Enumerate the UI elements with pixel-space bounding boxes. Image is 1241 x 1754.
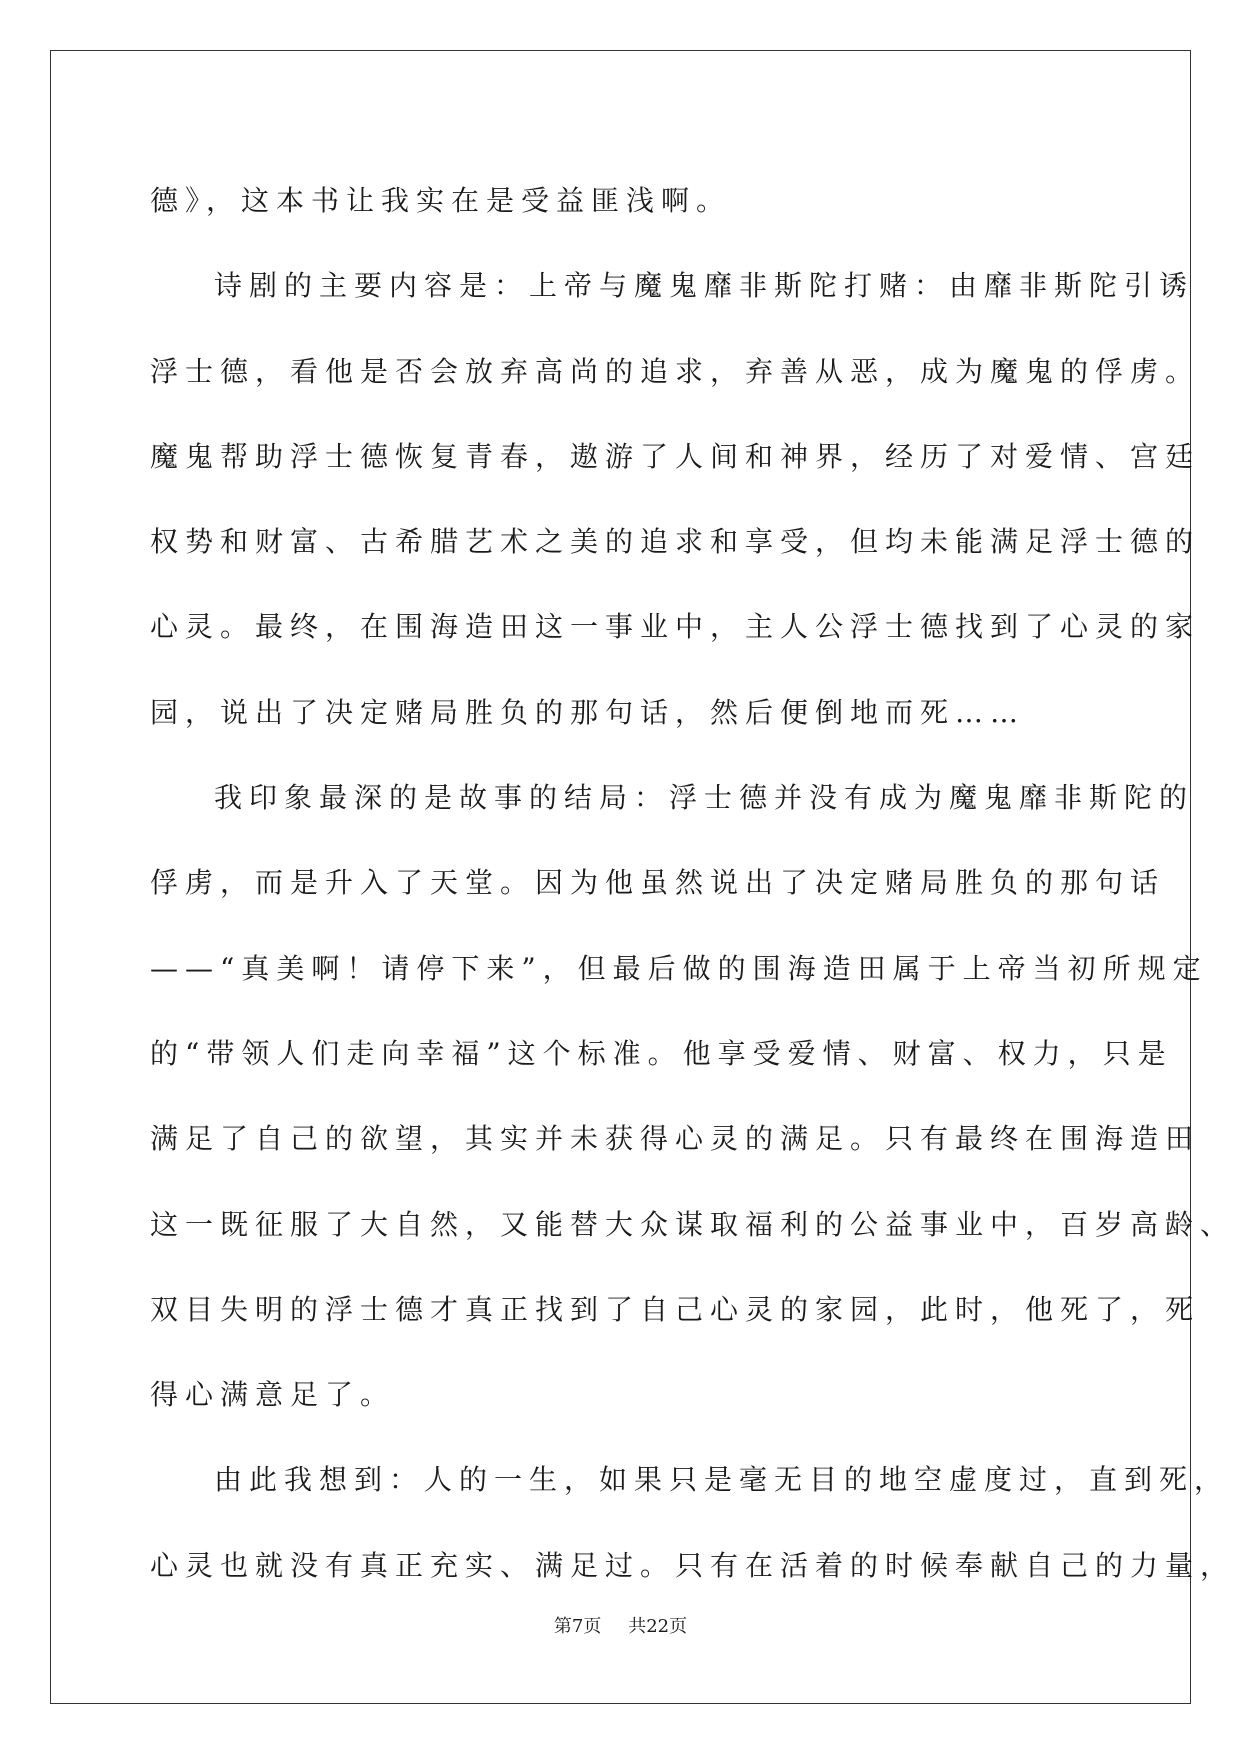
text-line: 由此我想到：人的一生，如果只是毫无目的地空虚度过，直到死， (214, 1463, 1230, 1497)
text-line: 满足了自己的欲望，其实并未获得心灵的满足。只有最终在围海造田 (150, 1122, 1201, 1156)
document-body (150, 158, 1236, 1608)
text-line: 心灵也就没有真正充实、满足过。只有在活着的时候奉献自己的力量， (150, 1548, 1236, 1582)
text-line: 俘虏，而是升入了天堂。因为他虽然说出了决定赌局胜负的那句话 (150, 866, 1166, 900)
text-line: 诗剧的主要内容是：上帝与魔鬼靡非斯陀打赌：由靡非斯陀引诱 (214, 269, 1195, 303)
text-line: 双目失明的浮士德才真正找到了自己心灵的家园，此时，他死了，死 (150, 1292, 1201, 1326)
text-line: 得心满意足了。 (150, 1378, 396, 1412)
page-number: 第7页 (553, 1616, 602, 1637)
text-line: 德》，这本书让我实在是受益匪浅啊。 (150, 184, 732, 217)
text-line: 的“带领人们走向幸福”这个标准。他享受爱情、财富、权力，只是 (150, 1036, 1173, 1070)
text-line: 浮士德，看他是否会放弃高尚的追求，弃善从恶，成为魔鬼的俘虏。 (150, 354, 1201, 388)
text-line: 我印象最深的是故事的结局：浮士德并没有成为魔鬼靡非斯陀的 (214, 781, 1195, 815)
text-line: 园，说出了决定赌局胜负的那句话，然后便倒地而死…… (150, 695, 1026, 729)
text-line: 心灵。最终，在围海造田这一事业中，主人公浮士德找到了心灵的家 (150, 610, 1201, 644)
text-line: 权势和财富、古希腊艺术之美的追求和享受，但均未能满足浮士德的 (150, 525, 1201, 559)
page-total: 共22页 (628, 1616, 688, 1637)
text-line: 魔鬼帮助浮士德恢复青春，遨游了人间和神界，经历了对爱情、宫廷 (150, 439, 1201, 473)
page-footer (0, 1612, 1241, 1638)
text-line: ——“真美啊！请停下来”，但最后做的围海造田属于上帝当初所规定 (150, 951, 1208, 985)
text-line: 这一既征服了大自然，又能替大众谋取福利的公益事业中，百岁高龄、 (150, 1207, 1236, 1241)
